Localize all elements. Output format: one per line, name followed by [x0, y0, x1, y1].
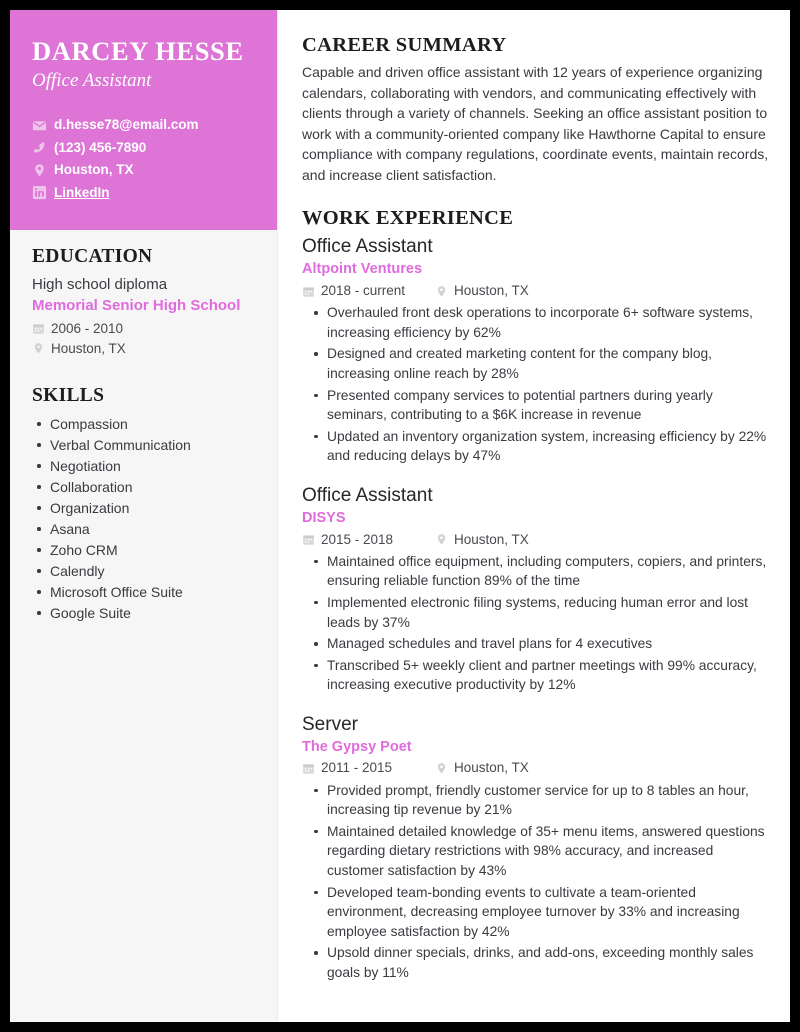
- skill-item: Verbal Communication: [32, 435, 255, 455]
- main-content: [278, 10, 790, 1022]
- map-pin-icon: [32, 342, 45, 355]
- job-bullets: [302, 552, 772, 695]
- contact-list: [32, 115, 255, 202]
- contact-phone-label: (123) 456-7890: [54, 139, 147, 155]
- skill-item: Calendly: [32, 561, 255, 581]
- education-dates-label: 2006 - 2010: [51, 320, 124, 336]
- calendar-icon: [302, 285, 315, 298]
- linkedin-icon: [32, 185, 47, 200]
- skills-heading: SKILLS: [32, 385, 105, 407]
- job-bullet: Developed team-bonding events to cultivate a team-oriented environment, decreasing employee turnover by 33% and increasing employee satisfaction by 42%: [302, 883, 772, 942]
- education-school: Memorial Senior High School: [32, 296, 241, 314]
- contact-location-label: Houston, TX: [54, 162, 134, 178]
- experience-entry: [302, 713, 772, 983]
- calendar-icon: [302, 762, 315, 775]
- job-title: Office Assistant: [302, 236, 433, 258]
- skill-item: Asana: [32, 519, 255, 539]
- job-bullet: Managed schedules and travel plans for 4 executives: [302, 634, 772, 654]
- job-bullet: Updated an inventory organization system, increasing efficiency by 22% and reducing delays by 47%: [302, 427, 772, 466]
- job-dates: [302, 530, 435, 550]
- map-pin-icon: [435, 533, 448, 546]
- job-location-label: Houston, TX: [454, 760, 529, 776]
- skill-item: Collaboration: [32, 477, 255, 497]
- experience-entry: [302, 235, 772, 465]
- map-pin-icon: [435, 762, 448, 775]
- job-meta: [302, 758, 772, 778]
- skill-item: Zoho CRM: [32, 540, 255, 560]
- job-dates-label: 2015 - 2018: [321, 531, 394, 547]
- skill-item: Microsoft Office Suite: [32, 582, 255, 602]
- job-location-label: Houston, TX: [454, 283, 529, 299]
- job-dates: [302, 758, 435, 778]
- job-meta: [302, 530, 772, 550]
- job-company: The Gypsy Poet: [302, 738, 412, 755]
- experience-entry: [302, 484, 772, 695]
- contact-location: [32, 160, 255, 180]
- job-dates-label: 2018 - current: [321, 283, 406, 299]
- skill-item: Google Suite: [32, 603, 255, 623]
- education-location-label: Houston, TX: [51, 340, 126, 356]
- job-dates-label: 2011 - 2015: [321, 760, 393, 776]
- phone-icon: [32, 140, 47, 155]
- job-bullet: Designed and created marketing content for the company blog, increasing online reach by 28%: [302, 344, 772, 383]
- job-bullet: Maintained detailed knowledge of 35+ menu items, answered questions regarding dietary restrictions with 98% accuracy, and increased customer satisfaction by 43%: [302, 822, 772, 881]
- candidate-name: DARCEY HESSE: [32, 36, 244, 66]
- summary-text: Capable and driven office assistant with 12 years of experience organizing calendars, collaborating with vendors, and communicating effectively with clients through a variety of channels. Seeking an office assistant position to work with a community-oriented company like Hawthorne Capital to ensure compliance with company regulations, coordinate events, maintain records, and increase client satisfaction.: [302, 64, 769, 183]
- map-pin-icon: [435, 285, 448, 298]
- job-dates: [302, 281, 435, 301]
- education-degree: High school diploma: [32, 275, 168, 293]
- job-location-label: Houston, TX: [454, 531, 529, 547]
- contact-linkedin[interactable]: [32, 183, 255, 203]
- calendar-icon: [32, 322, 45, 335]
- experience-heading: WORK EXPERIENCE: [302, 207, 514, 230]
- job-bullets: [302, 781, 772, 983]
- contact-email-label: d.hesse78@email.com: [54, 117, 199, 133]
- job-company: DISYS: [302, 509, 346, 526]
- job-meta: [302, 281, 772, 301]
- education-heading: EDUCATION: [32, 245, 153, 267]
- job-bullets: [302, 303, 772, 466]
- hero-header: [10, 10, 277, 230]
- job-bullet: Overhauled front desk operations to incorporate 6+ software systems, increasing efficiency by 62%: [302, 303, 772, 342]
- sidebar: [10, 10, 278, 1022]
- job-location: [435, 758, 529, 778]
- skill-item: Compassion: [32, 414, 255, 434]
- job-bullet: Maintained office equipment, including computers, copiers, and printers, ensuring reliable function 89% of the time: [302, 552, 772, 591]
- job-bullet: Transcribed 5+ weekly client and partner meetings with 99% accuracy, increasing executive productivity by 12%: [302, 656, 772, 695]
- skills-list: [32, 414, 255, 623]
- job-location: [435, 530, 529, 550]
- job-company: Altpoint Ventures: [302, 261, 423, 278]
- contact-phone[interactable]: [32, 138, 255, 158]
- resume-page: [10, 10, 790, 1022]
- summary-heading: CAREER SUMMARY: [302, 34, 507, 56]
- skill-item: Negotiation: [32, 456, 255, 476]
- contact-email[interactable]: [32, 115, 255, 135]
- candidate-job-title: Office Assistant: [32, 70, 152, 92]
- map-pin-icon: [32, 163, 47, 178]
- job-location: [435, 281, 529, 301]
- envelope-icon: [32, 118, 47, 133]
- job-bullet: Provided prompt, friendly customer service for up to 8 tables an hour, increasing tip revenue by 21%: [302, 781, 772, 820]
- education-dates: [32, 319, 255, 339]
- job-bullet: Presented company services to potential partners during yearly seminars, contributing to a $6K increase in revenue: [302, 386, 772, 425]
- skill-item: Organization: [32, 498, 255, 518]
- contact-linkedin-label[interactable]: LinkedIn: [54, 184, 110, 200]
- job-bullet: Upsold dinner specials, drinks, and add-ons, exceeding monthly sales goals by 11%: [302, 943, 772, 982]
- calendar-icon: [302, 533, 315, 546]
- job-bullet: Implemented electronic filing systems, reducing human error and lost leads by 37%: [302, 593, 772, 632]
- job-title: Office Assistant: [302, 484, 433, 506]
- education-location: [32, 339, 255, 359]
- sidebar-body: [10, 230, 277, 645]
- job-title: Server: [302, 713, 358, 735]
